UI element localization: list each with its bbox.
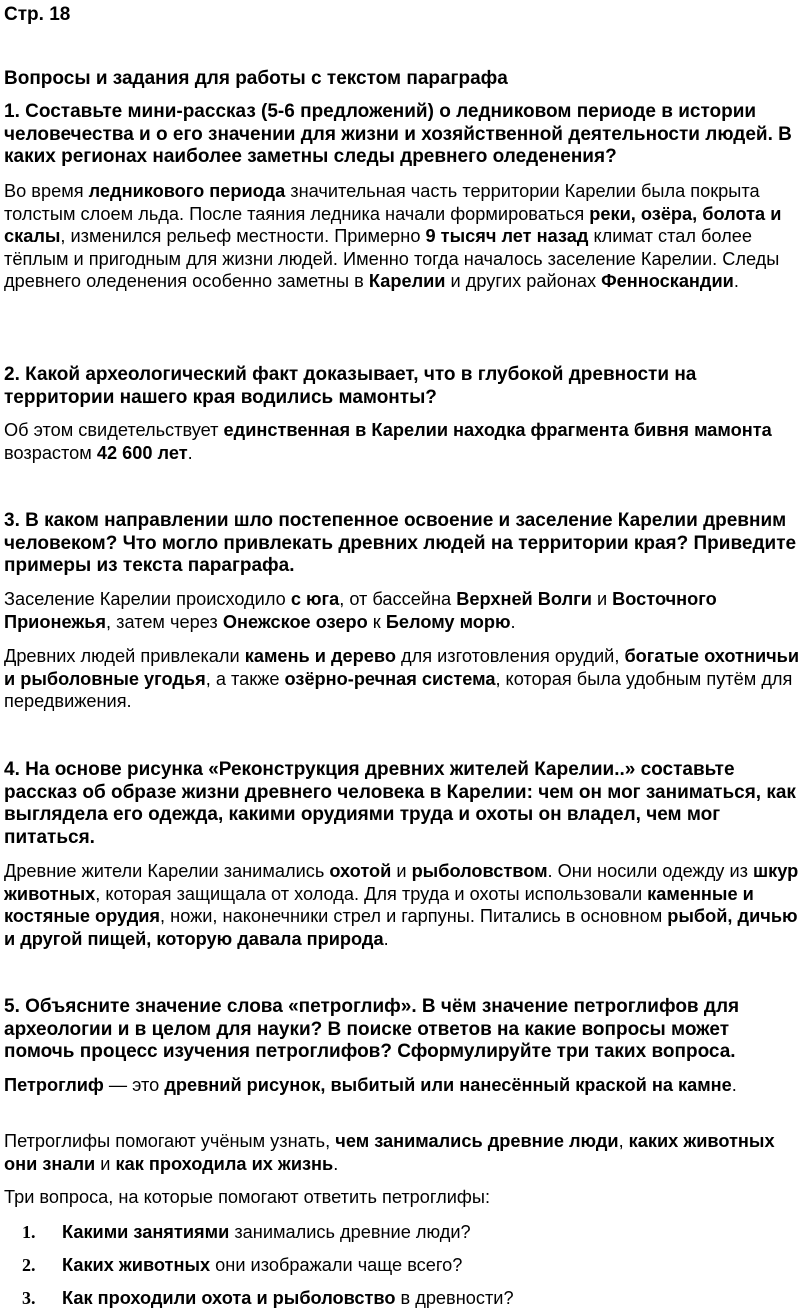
bold-run: охотой bbox=[329, 861, 392, 881]
bold-run: богатые охотничьи и рыболовные угодья bbox=[4, 646, 800, 689]
bold-run: озёрно-речная система bbox=[284, 668, 496, 689]
text-run: , которая защищала от холода. Для труда и охоты использовали bbox=[95, 883, 648, 904]
list-item bbox=[0, 1253, 800, 1277]
bold-run: каменные и костяные орудия bbox=[4, 883, 754, 927]
bold-run: Онежское озеро bbox=[222, 611, 368, 632]
bold-run: рыболовством bbox=[411, 861, 548, 881]
text-run: для изготовления орудий, bbox=[395, 646, 625, 666]
bold-run: древний рисунок, выбитый или нанесённый краской на камне bbox=[164, 1075, 732, 1095]
question-1: 1. Составьте мини-рассказ (5-6 предложений) о ледниковом периоде в истории человечества и о его значении для жизни и хозяйственной деятельности людей. В каких регионах наиболее заметны следы древнего оледенения? bbox=[4, 101, 792, 168]
bold-run: Каких животных bbox=[62, 1255, 211, 1275]
answer-1 bbox=[4, 180, 800, 293]
text-run: и bbox=[591, 589, 613, 609]
text-run: значительная часть территории Карелии была покрыта толстым слоем льда. После таяния ледника начали формироваться bbox=[4, 181, 760, 224]
question-3: 3. В каком направлении шло постепенное освоение и заселение Карелии древним человеком? Что могло привлекать древних людей на территории края? Приведите примеры из текста параграфа. bbox=[4, 510, 797, 577]
list-item-text bbox=[62, 1253, 462, 1277]
text-run: . bbox=[733, 271, 739, 292]
bold-run: камень и дерево bbox=[244, 646, 396, 666]
bold-run: Как проходили охота и рыболовство bbox=[62, 1288, 396, 1308]
bold-run: ледникового периода bbox=[88, 181, 286, 201]
section-title: Вопросы и задания для работы с текстом параграфа bbox=[4, 68, 508, 89]
text-run: , затем через bbox=[106, 611, 223, 632]
answer-5-meaning bbox=[4, 1130, 800, 1175]
text-run: . Они носили одежду из bbox=[547, 861, 754, 881]
text-run: . bbox=[187, 442, 193, 463]
bold-run: Петроглиф bbox=[4, 1075, 104, 1095]
answer-5-definition bbox=[4, 1074, 800, 1097]
text-run: . bbox=[731, 1075, 737, 1095]
page-label: Стр. 18 bbox=[4, 4, 71, 25]
text-run: Во время bbox=[4, 181, 89, 201]
list-item-text bbox=[62, 1220, 471, 1244]
list-item-number: 2. bbox=[22, 1255, 36, 1275]
question-5: 5. Объясните значение слова «петроглиф». В чём значение петроглифов для археологии и в целом для науки? В поиске ответов на какие вопросы может помочь процесс изучения петроглифов? Сформулируйте три таких вопроса. bbox=[4, 996, 740, 1063]
list-item-text bbox=[62, 1286, 514, 1310]
answer-5-intro: Три вопроса, на которые помогают ответить петроглифы: bbox=[4, 1187, 490, 1207]
text-run: занимались древние люди? bbox=[229, 1222, 471, 1242]
text-run: Заселение Карелии происходило bbox=[4, 589, 291, 609]
question-4: 4. На основе рисунка «Реконструкция древних жителей Карелии..» составьте рассказ об образе жизни древнего человека в Карелии: чем он мог заниматься, как выглядела его одежда, какими орудиями труда и охоты он владел, чем мог питаться. bbox=[4, 759, 796, 848]
text-run: , которая была удобным путём для передвижения. bbox=[4, 668, 793, 712]
answer-3-route bbox=[4, 588, 800, 633]
bold-run: с юга bbox=[290, 589, 340, 609]
text-run: возрастом bbox=[4, 442, 97, 463]
text-run: . bbox=[333, 1153, 339, 1174]
text-run: . bbox=[510, 611, 516, 632]
text-run: Об этом свидетельствует bbox=[4, 420, 224, 440]
answer-4 bbox=[4, 860, 800, 950]
text-run: к bbox=[367, 611, 386, 632]
text-run: — это bbox=[103, 1075, 165, 1095]
bold-run: каких животных они знали bbox=[4, 1131, 775, 1174]
bold-run: единственная в Карелии находка фрагмента бивня мамонта bbox=[223, 420, 772, 440]
bold-run: рыбой, дичью и другой пищей, которую давала природа bbox=[4, 906, 798, 949]
bold-run: как проходила их жизнь bbox=[115, 1153, 334, 1174]
text-run: и bbox=[95, 1153, 116, 1174]
text-run: климат стал более тёплым и пригодным для жизни людей. Именно тогда началось заселение Карелии. Следы древнего оледенения особенно заметны в bbox=[4, 226, 780, 292]
text-run: в древности? bbox=[395, 1288, 514, 1308]
answer-3-attractions bbox=[4, 645, 800, 713]
list-item bbox=[0, 1286, 800, 1310]
text-run: Древние жители Карелии занимались bbox=[4, 861, 330, 881]
bold-run: Белому морю bbox=[385, 611, 511, 632]
bold-run: Какими занятиями bbox=[62, 1222, 230, 1242]
bold-run: Верхней Волги bbox=[456, 589, 592, 609]
bold-run: шкур животных bbox=[4, 861, 799, 904]
bold-run: Восточного Прионежья bbox=[4, 589, 717, 632]
list-item-number: 1. bbox=[22, 1222, 36, 1242]
text-run: Древних людей привлекали bbox=[4, 646, 245, 666]
text-run: и других районах bbox=[445, 271, 602, 292]
text-run: и bbox=[391, 861, 412, 881]
text-run: , ножи, наконечники стрел и гарпуны. Питались в основном bbox=[160, 906, 668, 927]
bold-run: реки, озёра, болота и скалы bbox=[4, 203, 782, 247]
text-run: , изменился рельеф местности. Примерно bbox=[60, 226, 426, 247]
list-item-number: 3. bbox=[22, 1288, 36, 1308]
text-run: они изображали чаще всего? bbox=[210, 1255, 463, 1275]
answer-2 bbox=[4, 419, 800, 464]
text-run: , bbox=[618, 1131, 629, 1151]
question-2: 2. Какой археологический факт доказывает, что в глубокой древности на территории нашего края водились мамонты? bbox=[4, 364, 697, 408]
bold-run: 42 600 лет bbox=[96, 442, 188, 463]
bold-run: Фенноскандии bbox=[601, 271, 734, 292]
bold-run: Карелии bbox=[368, 271, 446, 292]
bold-run: чем занимались древние люди bbox=[335, 1131, 619, 1151]
bold-run: 9 тысяч лет назад bbox=[425, 226, 589, 247]
text-run: . bbox=[383, 928, 389, 949]
text-run: , а также bbox=[205, 668, 285, 689]
list-item bbox=[0, 1220, 800, 1244]
text-run: , от бассейна bbox=[339, 589, 457, 609]
text-run: Петроглифы помогают учёным узнать, bbox=[4, 1131, 336, 1151]
